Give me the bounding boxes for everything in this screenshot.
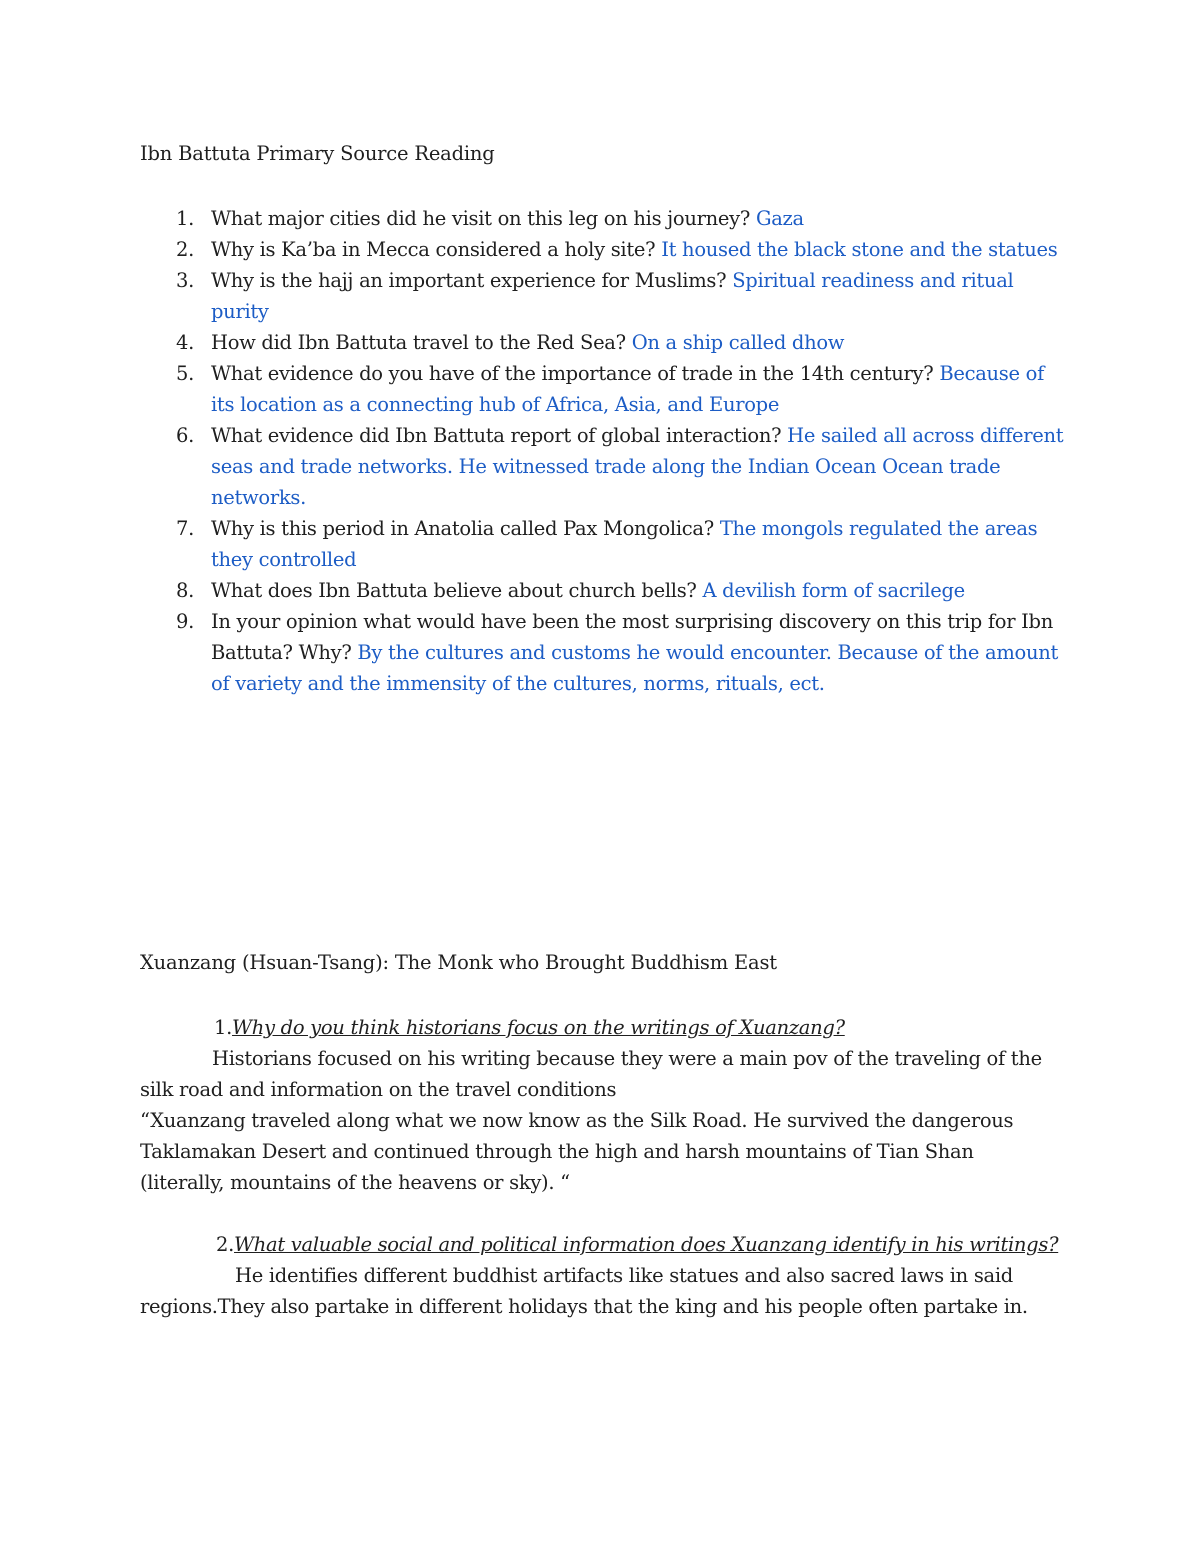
item-number: 7. <box>175 517 194 540</box>
question-list <box>0 203 1200 699</box>
question-1 <box>140 1012 1060 1043</box>
item-number: 9. <box>175 610 194 633</box>
list-item <box>0 420 1071 513</box>
question-text: In your opinion what would have been the most surprising discovery on this trip for Ibn Battuta? Why? <box>211 610 1053 664</box>
question-text: What major cities did he visit on this leg on his journey? <box>211 207 751 230</box>
list-item <box>0 265 1071 327</box>
question-1-text: Why do you think historians focus on the writings of Xuanzang? <box>232 1016 845 1039</box>
question-text: What evidence do you have of the importance of trade in the 14th century? <box>211 362 934 385</box>
quote-paragraph: “Xuanzang traveled along what we now know as the Silk Road. He survived the dangerous Taklamakan Desert and continued through the high and harsh mountains of Tian Shan (literally, mountains of the heavens or sky). “ <box>140 1109 1014 1194</box>
item-number: 5. <box>175 362 194 385</box>
question-text: Why is Ka’ba in Mecca considered a holy site? <box>211 238 656 261</box>
question-text: What evidence did Ibn Battuta report of global interaction? <box>211 424 782 447</box>
question-text: How did Ibn Battuta travel to the Red Sea? <box>211 331 626 354</box>
answer-2: He identifies different buddhist artifacts like statues and also sacred laws in said regions.They also partake in different holidays that the king and his people often partake in. <box>140 1264 1028 1318</box>
question-1-number: 1. <box>214 1016 233 1039</box>
list-item <box>0 575 1071 606</box>
answer-text: Spiritual readiness and ritual purity <box>211 269 1014 323</box>
answer-text: Gaza <box>755 207 804 230</box>
question-text: What does Ibn Battuta believe about church bells? <box>211 579 697 602</box>
answer-text: A devilish form of sacrilege <box>702 579 965 602</box>
question-2 <box>140 1229 1060 1260</box>
list-item <box>0 513 1071 575</box>
list-item <box>0 327 1071 358</box>
item-number: 1. <box>175 207 194 230</box>
question-text: Why is this period in Anatolia called Pax Mongolica? <box>211 517 714 540</box>
answer-text: He sailed all across different seas and trade networks. He witnessed trade along the Indian Ocean Ocean trade networks. <box>211 424 1064 509</box>
answer-1: Historians focused on his writing because they were a main pov of the traveling of the silk road and information on the travel conditions <box>140 1047 1042 1101</box>
answer-text: The mongols regulated the areas they controlled <box>211 517 1038 571</box>
item-number: 8. <box>175 579 194 602</box>
answer-text: It housed the black stone and the statues <box>661 238 1058 261</box>
xuanzang-section <box>140 1012 1060 1322</box>
list-item <box>0 203 1071 234</box>
section1-title: Ibn Battuta Primary Source Reading <box>140 142 495 165</box>
question-2-number: 2. <box>216 1233 235 1256</box>
question-2-text: What valuable social and political information does Xuanzang identify in his writings? <box>234 1233 1059 1256</box>
list-item <box>0 358 1071 420</box>
list-item <box>0 234 1071 265</box>
item-number: 3. <box>175 269 194 292</box>
section2-title: Xuanzang (Hsuan-Tsang): The Monk who Brought Buddhism East <box>140 951 777 974</box>
answer-text: By the cultures and customs he would encounter. Because of the amount of variety and the immensity of the cultures, norms, rituals, ect. <box>211 641 1059 695</box>
item-number: 4. <box>175 331 194 354</box>
item-number: 2. <box>175 238 194 261</box>
list-item <box>0 606 1071 699</box>
answer-text: Because of its location as a connecting hub of Africa, Asia, and Europe <box>211 362 1045 416</box>
answer-text: On a ship called dhow <box>631 331 845 354</box>
question-text: Why is the hajj an important experience for Muslims? <box>211 269 727 292</box>
item-number: 6. <box>175 424 194 447</box>
